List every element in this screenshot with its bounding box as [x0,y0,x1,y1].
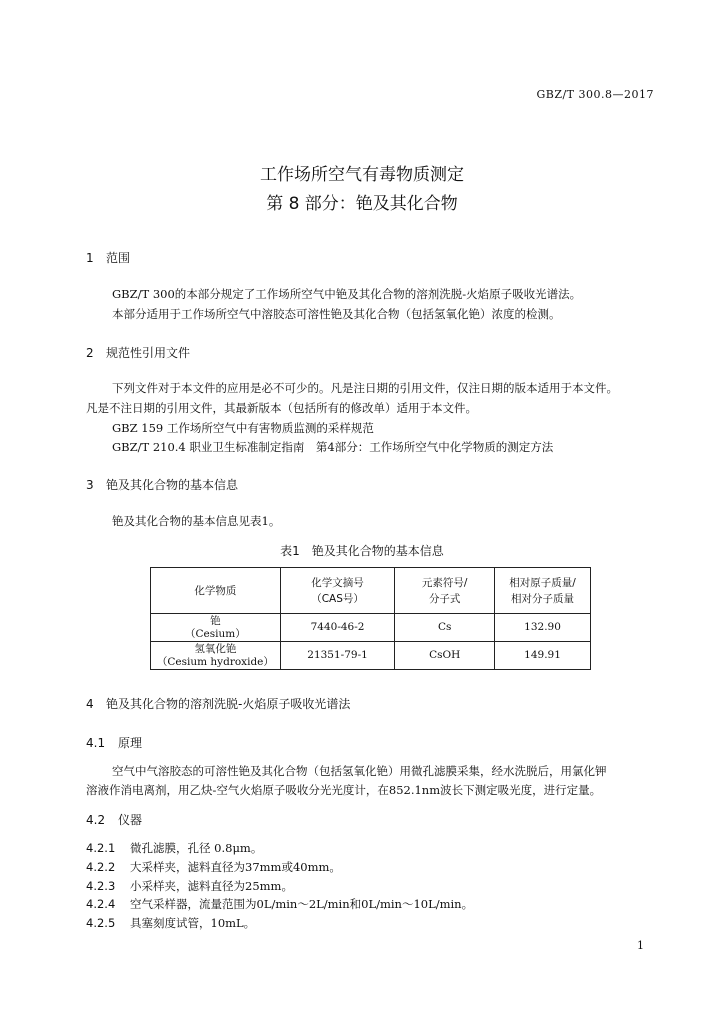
header-chemical-substance: 化学物质 [151,568,281,614]
header-relative-mass: 相对原子质量/ 相对分子质量 [495,568,591,614]
standard-code: GBZ/T 300.8—2017 [536,88,654,101]
section-4-1-paragraph-line-1: 空气中气溶胶态的可溶性铯及其化合物（包括氢氧化铯）用微孔滤膜采集，经水洗脱后，用氯化钾 [112,764,607,778]
section-number: 3 [86,478,94,492]
reference-gbz-159: GBZ 159 工作场所空气中有害物质监测的采样规范 [112,421,374,435]
section-number: 4 [86,697,94,711]
table-1 [150,567,591,670]
cell-mass: 132.90 [495,614,591,642]
item-text: 空气采样器，流量范围为0L/min～2L/min和0L/min～10L/min。 [130,897,474,911]
section-number: 4.2 [86,813,106,827]
cell-cas: 7440-46-2 [280,614,395,642]
section-4-1-heading [86,734,142,751]
item-number: 4.2.4 [86,897,116,911]
cell-mass: 149.91 [495,642,591,670]
section-3-paragraph: 铯及其化合物的基本信息见表1。 [112,514,281,528]
list-item [86,915,255,931]
item-number: 4.2.1 [86,841,116,855]
document-title: 工作场所空气有毒物质测定 [260,165,464,185]
section-4-heading [86,695,350,712]
document-subtitle: 第 8 部分：铯及其化合物 [266,194,458,214]
section-title: 铯及其化合物的基本信息 [106,478,239,492]
section-title: 范围 [106,251,131,265]
table-1-caption: 表1 铯及其化合物的基本信息 [280,544,444,558]
section-1-heading [86,249,130,266]
section-1-paragraph-1: GBZ/T 300的本部分规定了工作场所空气中铯及其化合物的溶剂洗脱-火焰原子吸收光谱法。 [112,287,582,301]
table-row [151,614,591,642]
page-number: 1 [637,939,644,952]
section-title: 铯及其化合物的溶剂洗脱-火焰原子吸收光谱法 [106,697,351,711]
reference-gbz-t-210-4: GBZ/T 210.4 职业卫生标准制定指南 第4部分：工作场所空气中化学物质的测定方法 [112,440,554,454]
section-2-paragraph-line-1: 下列文件对于本文件的应用是必不可少的。凡是注日期的引用文件，仅注日期的版本适用于本文件。 [112,381,618,395]
section-4-1-paragraph-line-2: 溶液作消电离剂，用乙炔-空气火焰原子吸收分光光度计，在852.1nm波长下测定吸光度，进行定量。 [86,783,602,797]
list-item [86,840,262,856]
cell-formula: CsOH [395,642,495,670]
section-title: 原理 [118,736,143,750]
table-row [151,642,591,670]
section-1-paragraph-2: 本部分适用于工作场所空气中溶胶态可溶性铯及其化合物（包括氢氧化铯）浓度的检测。 [112,307,561,321]
header-formula: 元素符号/ 分子式 [395,568,495,614]
section-title: 规范性引用文件 [106,346,191,360]
item-number: 4.2.5 [86,916,116,930]
cell-substance: 氢氧化铯 （Cesium hydroxide） [151,642,281,670]
cell-substance: 铯 （Cesium） [151,614,281,642]
item-text: 小采样夹，滤料直径为25mm。 [130,879,293,893]
section-title: 仪器 [118,813,143,827]
list-item [86,878,293,894]
item-number: 4.2.2 [86,860,116,874]
item-text: 大采样夹，滤料直径为37mm或40mm。 [130,860,341,874]
item-text: 具塞刻度试管，10mL。 [130,916,256,930]
item-number: 4.2.3 [86,879,116,893]
section-2-heading [86,344,190,361]
section-3-heading [86,476,238,493]
section-number: 2 [86,346,94,360]
section-2-paragraph-line-2: 凡是不注日期的引用文件，其最新版本（包括所有的修改单）适用于本文件。 [86,401,477,415]
section-number: 1 [86,251,94,265]
header-cas-number: 化学文摘号 （CAS号） [280,568,395,614]
section-number: 4.1 [86,736,106,750]
item-text: 微孔滤膜，孔径 0.8μm。 [130,841,263,855]
list-item [86,896,473,912]
list-item [86,859,341,875]
cell-cas: 21351-79-1 [280,642,395,670]
cell-formula: Cs [395,614,495,642]
section-4-2-heading [86,811,142,828]
table-header-row [151,568,591,614]
